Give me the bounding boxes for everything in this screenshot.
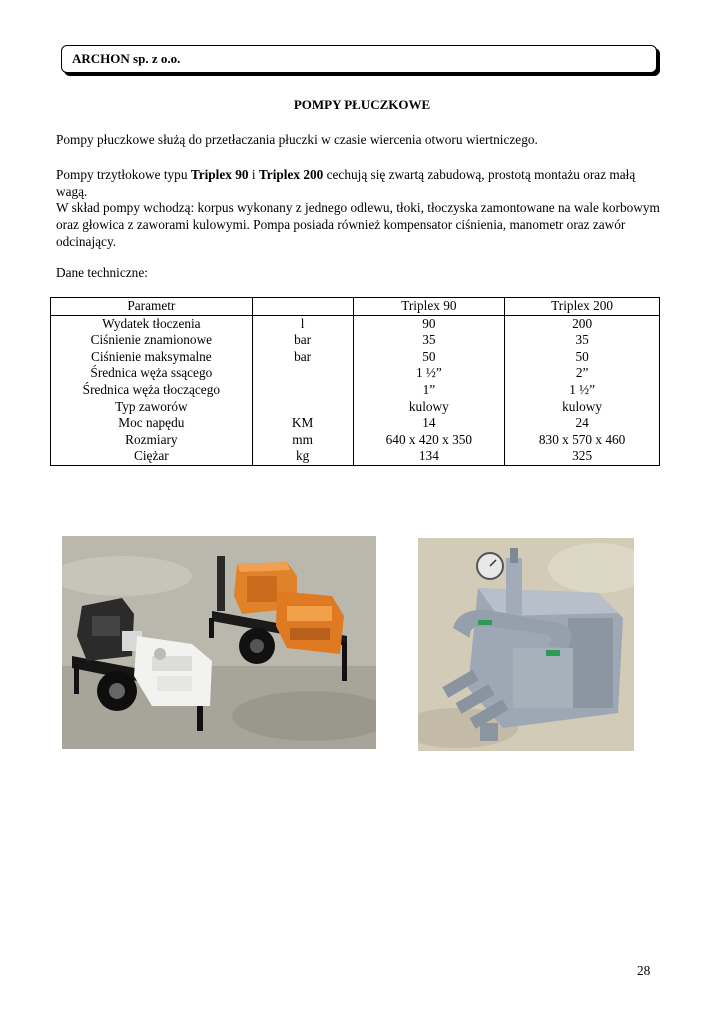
tech-data-label: Dane techniczne: bbox=[56, 265, 148, 280]
table-row bbox=[51, 415, 660, 432]
unit-cell: kg bbox=[252, 448, 353, 465]
triplex-pump-photo bbox=[418, 538, 634, 751]
unit-cell: l bbox=[252, 315, 353, 332]
triplex200-cell: 200 bbox=[505, 315, 660, 332]
triplex200-cell: 1 ½” bbox=[505, 382, 660, 399]
triplex90-cell: 90 bbox=[353, 315, 505, 332]
types-text-1: Pompy trzytłokowe typu bbox=[56, 167, 191, 182]
unit-cell: bar bbox=[252, 349, 353, 366]
model-triplex-200: Triplex 200 bbox=[258, 167, 324, 182]
triplex200-cell: 24 bbox=[505, 415, 660, 432]
triplex90-cell: 14 bbox=[353, 415, 505, 432]
triplex90-cell: 50 bbox=[353, 349, 505, 366]
tech-spec-table bbox=[50, 297, 660, 466]
types-text-2: i bbox=[248, 167, 259, 182]
triplex200-cell: kulowy bbox=[505, 399, 660, 416]
param-cell: Rozmiary bbox=[51, 432, 253, 449]
triplex200-cell: 35 bbox=[505, 332, 660, 349]
pump-units-photo bbox=[62, 536, 376, 749]
param-cell: Moc napędu bbox=[51, 415, 253, 432]
table-header-row bbox=[51, 298, 660, 316]
table-row bbox=[51, 349, 660, 366]
page-title: POMPY PŁUCZKOWE bbox=[293, 97, 431, 112]
triplex90-cell: 134 bbox=[353, 448, 505, 465]
model-triplex-90: Triplex 90 bbox=[190, 167, 249, 182]
param-cell: Średnica węża tłoczącego bbox=[51, 382, 253, 399]
unit-cell bbox=[252, 399, 353, 416]
param-cell: Ciężar bbox=[51, 448, 253, 465]
table-row bbox=[51, 332, 660, 349]
table-row bbox=[51, 448, 660, 465]
types-paragraph bbox=[56, 166, 668, 200]
param-cell: Średnica węża ssącego bbox=[51, 365, 253, 382]
table-row bbox=[51, 399, 660, 416]
header-cell: Triplex 90 bbox=[353, 298, 505, 316]
triplex200-cell: 830 x 570 x 460 bbox=[505, 432, 660, 449]
header-box bbox=[61, 45, 657, 73]
triplex200-cell: 325 bbox=[505, 448, 660, 465]
triplex90-cell: 35 bbox=[353, 332, 505, 349]
unit-cell: KM bbox=[252, 415, 353, 432]
table-row bbox=[51, 382, 660, 399]
header-cell: Triplex 200 bbox=[505, 298, 660, 316]
unit-cell: bar bbox=[252, 332, 353, 349]
intro-paragraph: Pompy płuczkowe służą do przetłaczania płuczki w czasie wiercenia otworu wiertniczego. bbox=[56, 132, 538, 147]
pump-units-on-trailers-photo-icon bbox=[62, 536, 376, 749]
triplex90-cell: 640 x 420 x 350 bbox=[353, 432, 505, 449]
unit-cell bbox=[252, 382, 353, 399]
header-cell bbox=[252, 298, 353, 316]
triplex-pump-closeup-photo-icon bbox=[418, 538, 634, 751]
triplex200-cell: 2” bbox=[505, 365, 660, 382]
header-cell: Parametr bbox=[51, 298, 253, 316]
unit-cell bbox=[252, 365, 353, 382]
triplex90-cell: 1 ½” bbox=[353, 365, 505, 382]
param-cell: Typ zaworów bbox=[51, 399, 253, 416]
composition-paragraph: W skład pompy wchodzą: korpus wykonany z jednego odlewu, tłoki, tłoczyska zamontowane na wale korbowym oraz głowica z zaworami kulowymi. Pompa posiada również kompensator ciśnienia, manometr oraz zawór odcinający. bbox=[56, 200, 660, 249]
company-name: ARCHON sp. z o.o. bbox=[72, 51, 181, 66]
param-cell: Ciśnienie maksymalne bbox=[51, 349, 253, 366]
triplex90-cell: kulowy bbox=[353, 399, 505, 416]
types-text-3: cechują się zwartą zabudową, prostotą montażu oraz małą wagą. bbox=[56, 167, 636, 199]
table-row bbox=[51, 365, 660, 382]
unit-cell: mm bbox=[252, 432, 353, 449]
table-row bbox=[51, 315, 660, 332]
table-row bbox=[51, 432, 660, 449]
param-cell: Ciśnienie znamionowe bbox=[51, 332, 253, 349]
triplex90-cell: 1” bbox=[353, 382, 505, 399]
param-cell: Wydatek tłoczenia bbox=[51, 315, 253, 332]
page-number: 28 bbox=[637, 963, 651, 978]
triplex200-cell: 50 bbox=[505, 349, 660, 366]
